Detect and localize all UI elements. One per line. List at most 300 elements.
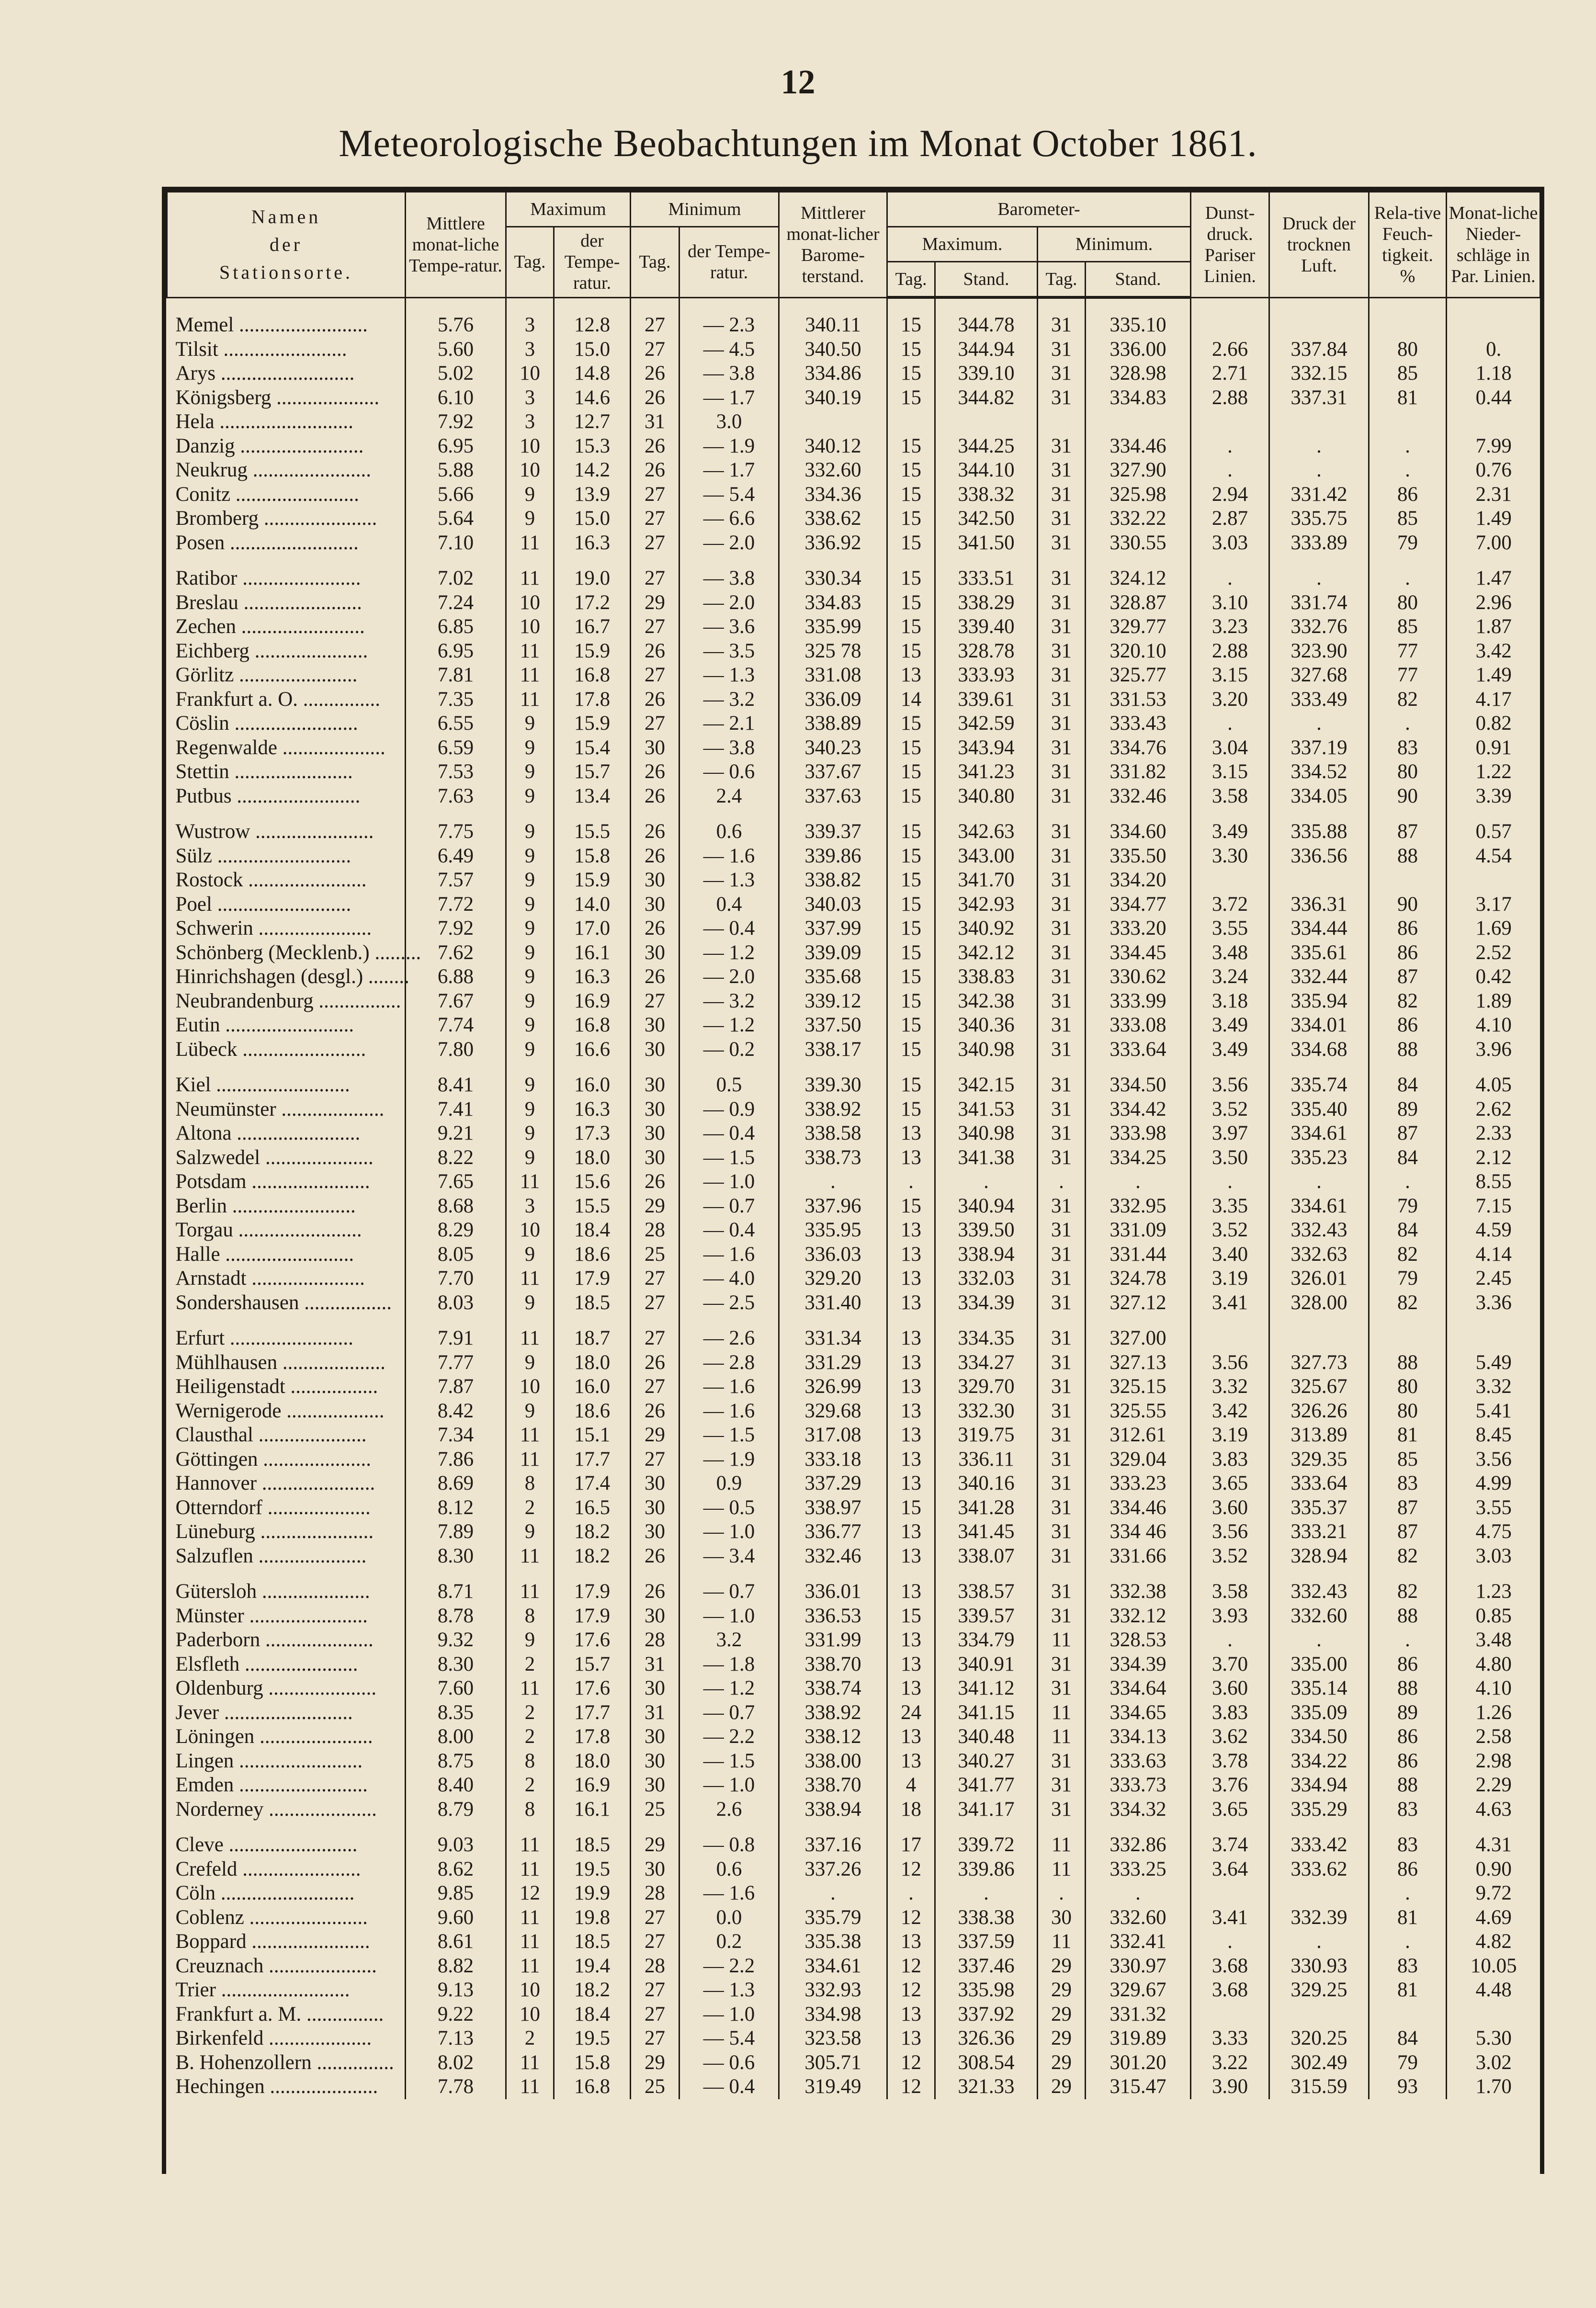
baro-max-day-cell: 13 — [887, 663, 935, 688]
baro-min-day-cell: 31 — [1038, 1652, 1086, 1677]
max-temperature-cell: 16.8 — [554, 2075, 631, 2099]
relative-humidity-cell — [1369, 1326, 1447, 1351]
min-temperature-cell: — 1.2 — [679, 1676, 779, 1701]
max-day-cell: 11 — [506, 1423, 554, 1448]
min-temperature-cell: — 1.6 — [679, 1375, 779, 1399]
baro-max-day-cell: 13 — [887, 1676, 935, 1701]
baro-min-stand-cell: 332.46 — [1086, 784, 1191, 809]
baro-min-day-cell: 11 — [1038, 1701, 1086, 1725]
precipitation-cell: 3.55 — [1447, 1496, 1540, 1520]
max-day-header: Tag. — [506, 227, 554, 298]
baro-max-day-cell: 15 — [887, 965, 935, 989]
max-day-cell: 9 — [506, 1291, 554, 1315]
precipitation-cell — [1447, 410, 1540, 434]
baro-max-stand-cell: 341.17 — [935, 1798, 1038, 1822]
baro-min-stand-cell: 334.32 — [1086, 1798, 1191, 1822]
gap-cell — [1086, 1315, 1191, 1326]
baro-min-day-cell: 31 — [1038, 1121, 1086, 1146]
baro-min-stand-cell: 325.15 — [1086, 1375, 1191, 1399]
station-header-line-2: der — [269, 233, 303, 255]
min-temperature-cell: — 3.8 — [679, 736, 779, 760]
mean-barometer-cell: 338.97 — [779, 1496, 887, 1520]
mean-temperature-cell: 9.60 — [406, 1906, 506, 1930]
vapour-pressure-cell: 3.58 — [1191, 784, 1269, 809]
group-gap-row — [167, 555, 1540, 566]
station-name-cell: Elsfleth ...................... — [175, 1652, 358, 1675]
relative-humidity-cell: 86 — [1369, 1857, 1447, 1882]
leader-dots: ......................... — [220, 1243, 354, 1266]
min-day-cell: 25 — [631, 2075, 679, 2099]
station-name-cell: Norderney ..................... — [175, 1798, 377, 1821]
baro-max-stand-cell: 341.53 — [935, 1097, 1038, 1122]
relative-humidity-cell: 80 — [1369, 1375, 1447, 1399]
dry-air-pressure-cell: 302.49 — [1269, 2051, 1369, 2075]
dry-air-pressure-cell: 332.43 — [1269, 1218, 1369, 1243]
precipitation-cell: 4.48 — [1447, 1978, 1540, 2003]
dry-air-pressure-cell: 335.37 — [1269, 1496, 1369, 1520]
baro-min-day-cell: 31 — [1038, 1243, 1086, 1267]
baro-max-day-cell: 15 — [887, 1073, 935, 1097]
gap-cell — [1086, 555, 1191, 566]
vapour-pressure-cell — [1191, 1326, 1269, 1351]
table-row — [167, 1749, 1540, 1774]
vapour-pressure-cell: . — [1191, 1170, 1269, 1194]
baro-min-day-cell: 29 — [1038, 1954, 1086, 1979]
dry-air-pressure-cell: 326.01 — [1269, 1267, 1369, 1291]
mean-barometer-cell: 325 78 — [779, 639, 887, 664]
relative-humidity-cell: 77 — [1369, 639, 1447, 664]
baro-min-stand-cell: 334.60 — [1086, 820, 1191, 844]
table-row — [167, 2051, 1540, 2075]
table-row — [167, 362, 1540, 386]
vapour-pressure-label: Dunst-druck. — [1205, 203, 1255, 244]
max-temperature-cell: 15.9 — [554, 868, 631, 893]
vapour-pressure-cell: 3.42 — [1191, 1399, 1269, 1424]
min-day-cell: 27 — [631, 1448, 679, 1472]
baro-min-day-cell: 31 — [1038, 1448, 1086, 1472]
dry-air-pressure-cell: . — [1269, 712, 1369, 736]
max-temperature-cell: 13.4 — [554, 784, 631, 809]
mean-barometer-cell: 334.86 — [779, 362, 887, 386]
max-temperature-cell: 16.3 — [554, 531, 631, 555]
baro-min-stand-cell: 332.12 — [1086, 1604, 1191, 1629]
max-day-cell: 9 — [506, 868, 554, 893]
gap-cell — [506, 1062, 554, 1073]
mean-temperature-cell: 7.35 — [406, 688, 506, 712]
baro-min-day-cell: 31 — [1038, 362, 1086, 386]
min-temperature-cell: — 2.2 — [679, 1954, 779, 1979]
min-temperature-cell: — 0.4 — [679, 1218, 779, 1243]
mean-barometer-cell: 338.17 — [779, 1038, 887, 1062]
min-temperature-cell: — 0.7 — [679, 1194, 779, 1219]
max-day-cell: 11 — [506, 2075, 554, 2099]
vapour-pressure-cell: . — [1191, 434, 1269, 459]
mean-temperature-cell: 6.88 — [406, 965, 506, 989]
max-temperature-cell: 17.0 — [554, 916, 631, 941]
precipitation-cell: 1.70 — [1447, 2075, 1540, 2099]
dry-air-pressure-cell: 332.76 — [1269, 615, 1369, 639]
max-temperature-cell: 15.9 — [554, 712, 631, 736]
max-day-cell: 9 — [506, 1351, 554, 1375]
gap-cell — [935, 1568, 1038, 1580]
precipitation-header: Monat-liche Nieder-schläge in Par. Linien. — [1447, 192, 1540, 298]
baro-min-day-cell: 31 — [1038, 507, 1086, 531]
baro-max-day-cell: 13 — [887, 1652, 935, 1677]
gap-cell — [779, 555, 887, 566]
table-row — [167, 1652, 1540, 1677]
precipitation-cell: 4.05 — [1447, 1073, 1540, 1097]
dry-air-pressure-cell: 331.42 — [1269, 483, 1369, 507]
precipitation-cell: 1.47 — [1447, 566, 1540, 591]
table-row — [167, 1326, 1540, 1351]
baro-max-stand-cell: 344.94 — [935, 338, 1038, 362]
max-day-cell: 11 — [506, 1326, 554, 1351]
min-day-cell: 30 — [631, 736, 679, 760]
relative-humidity-cell — [1369, 313, 1447, 338]
mean-temperature-cell: 7.24 — [406, 591, 506, 615]
mean-barometer-cell: 332.60 — [779, 458, 887, 483]
baro-max-stand-cell: . — [935, 1170, 1038, 1194]
baro-max-day-cell: 4 — [887, 1773, 935, 1798]
gap-cell — [1038, 1062, 1086, 1073]
gap-cell — [935, 1822, 1038, 1833]
dry-air-pressure-cell: 334.50 — [1269, 1725, 1369, 1749]
precipitation-cell: 4.10 — [1447, 1013, 1540, 1038]
leader-dots: .......................... — [215, 362, 355, 385]
dry-air-pressure-cell: . — [1269, 1628, 1369, 1652]
vapour-pressure-cell: 3.65 — [1191, 1798, 1269, 1822]
baro-min-stand-cell: 329.77 — [1086, 615, 1191, 639]
vapour-pressure-cell: 3.52 — [1191, 1097, 1269, 1122]
dry-air-pressure-cell: 334.44 — [1269, 916, 1369, 941]
baro-max-day-cell: . — [887, 1881, 935, 1906]
leader-dots: ........................ — [237, 1038, 366, 1061]
precipitation-cell: 3.17 — [1447, 893, 1540, 917]
station-name-cell: Coblenz ....................... — [175, 1906, 368, 1929]
gap-cell — [1369, 808, 1447, 820]
table-row — [167, 338, 1540, 362]
maximum-header: Maximum — [506, 192, 631, 227]
max-temperature-cell: 16.8 — [554, 1013, 631, 1038]
min-temperature-cell: — 3.2 — [679, 989, 779, 1014]
precipitation-cell: 1.69 — [1447, 916, 1540, 941]
vapour-pressure-cell: 3.62 — [1191, 1725, 1269, 1749]
baro-min-stand-cell: 333.99 — [1086, 989, 1191, 1014]
precipitation-cell: 7.99 — [1447, 434, 1540, 459]
mean-barometer-header: Mittlerer monat-licher Barome-terstand. — [779, 192, 887, 298]
gap-cell — [631, 555, 679, 566]
precipitation-cell — [1447, 313, 1540, 338]
station-name-cell: Memel ......................... — [175, 314, 368, 337]
mean-temperature-cell: 7.89 — [406, 1520, 506, 1544]
baro-max-day-cell: 15 — [887, 1194, 935, 1219]
table-row — [167, 1773, 1540, 1798]
baro-max-day-cell: 12 — [887, 1954, 935, 1979]
gap-cell — [779, 1062, 887, 1073]
min-temperature-cell: — 1.7 — [679, 386, 779, 410]
baro-min-day-cell: 31 — [1038, 844, 1086, 869]
max-temperature-cell: 18.6 — [554, 1399, 631, 1424]
min-day-cell: 27 — [631, 2003, 679, 2027]
max-day-cell: 9 — [506, 760, 554, 784]
baro-max-day-cell: 13 — [887, 1267, 935, 1291]
baro-min-stand-cell: 333.23 — [1086, 1471, 1191, 1496]
leader-dots: ......................... — [234, 314, 368, 337]
max-day-cell: 9 — [506, 483, 554, 507]
min-temperature-cell: — 1.2 — [679, 941, 779, 965]
mean-temperature-cell: 5.64 — [406, 507, 506, 531]
station-name-cell: Torgau ........................ — [175, 1219, 362, 1242]
relative-humidity-cell: 84 — [1369, 1146, 1447, 1170]
table-row — [167, 566, 1540, 591]
vapour-pressure-cell: 3.24 — [1191, 965, 1269, 989]
relative-humidity-cell: 83 — [1369, 1954, 1447, 1979]
min-day-cell: 28 — [631, 1628, 679, 1652]
gap-cell — [1191, 555, 1269, 566]
baro-max-stand-cell: 343.94 — [935, 736, 1038, 760]
mean-temperature-cell: 7.10 — [406, 531, 506, 555]
max-day-cell: 9 — [506, 893, 554, 917]
min-temperature-cell: — 1.3 — [679, 868, 779, 893]
leader-dots: .......................... — [212, 893, 351, 916]
baro-max-stand-cell: 326.36 — [935, 2026, 1038, 2051]
baro-min-stand-cell: 334.46 — [1086, 1496, 1191, 1520]
min-temperature-cell: — 3.2 — [679, 688, 779, 712]
max-day-cell: 9 — [506, 1243, 554, 1267]
leader-dots: ..................... — [258, 1448, 371, 1471]
baro-min-stand-cell: 301.20 — [1086, 2051, 1191, 2075]
baro-min-stand-cell: 320.10 — [1086, 639, 1191, 664]
gap-cell — [1369, 1822, 1447, 1833]
max-temperature-cell: 15.7 — [554, 760, 631, 784]
gap-cell — [887, 1822, 935, 1833]
min-day-cell: 30 — [631, 1496, 679, 1520]
relative-humidity-cell: 86 — [1369, 1652, 1447, 1677]
max-temperature-cell: 14.2 — [554, 458, 631, 483]
max-temperature-cell: 17.3 — [554, 1121, 631, 1146]
mean-barometer-cell: . — [779, 1170, 887, 1194]
baro-max-stand-cell: 340.27 — [935, 1749, 1038, 1774]
gap-cell — [1369, 1568, 1447, 1580]
max-temperature-cell: 18.0 — [554, 1749, 631, 1774]
baro-max-day-cell: 15 — [887, 483, 935, 507]
max-day-cell: 9 — [506, 820, 554, 844]
max-temperature-cell: 12.8 — [554, 313, 631, 338]
precipitation-cell: 2.12 — [1447, 1146, 1540, 1170]
relative-humidity-cell — [1369, 410, 1447, 434]
relative-humidity-cell: . — [1369, 1170, 1447, 1194]
mean-temperature-cell: 7.02 — [406, 566, 506, 591]
gap-cell — [1447, 1822, 1540, 1833]
vapour-pressure-cell: 3.41 — [1191, 1291, 1269, 1315]
mean-temperature-cell: 8.41 — [406, 1073, 506, 1097]
station-name-cell: Arys .......................... — [175, 362, 355, 385]
precipitation-cell: 0. — [1447, 338, 1540, 362]
min-day-cell: 29 — [631, 2051, 679, 2075]
max-day-cell: 9 — [506, 1073, 554, 1097]
relative-humidity-cell: 81 — [1369, 1906, 1447, 1930]
max-temperature-cell: 17.6 — [554, 1676, 631, 1701]
leader-dots: ...................... — [255, 1520, 374, 1543]
observation-table — [166, 191, 1541, 2099]
precipitation-cell: 1.49 — [1447, 663, 1540, 688]
max-day-cell: 10 — [506, 362, 554, 386]
baro-max-day-cell: 15 — [887, 820, 935, 844]
baro-max-day-cell: 15 — [887, 1604, 935, 1629]
station-name-cell: Bromberg ...................... — [175, 507, 377, 530]
table-row — [167, 1471, 1540, 1496]
baro-max-stand-cell: 341.38 — [935, 1146, 1038, 1170]
relative-humidity-cell: 86 — [1369, 483, 1447, 507]
precipitation-cell: 2.29 — [1447, 1773, 1540, 1798]
baro-max-stand-cell: 319.75 — [935, 1423, 1038, 1448]
vapour-pressure-cell: 3.32 — [1191, 1375, 1269, 1399]
relative-humidity-cell: 87 — [1369, 965, 1447, 989]
baro-max-day-cell: 12 — [887, 2051, 935, 2075]
vapour-pressure-cell: 3.56 — [1191, 1520, 1269, 1544]
max-temperature-cell: 16.9 — [554, 1773, 631, 1798]
baro-max-stand-cell: 321.33 — [935, 2075, 1038, 2099]
vapour-pressure-cell: 3.40 — [1191, 1243, 1269, 1267]
vapour-pressure-cell: 3.23 — [1191, 615, 1269, 639]
station-name-cell: Neumünster .................... — [175, 1097, 385, 1120]
baro-min-day-cell: 31 — [1038, 868, 1086, 893]
vapour-pressure-cell: . — [1191, 712, 1269, 736]
precipitation-cell: 10.05 — [1447, 1954, 1540, 1979]
baro-max-stand-cell: 339.10 — [935, 362, 1038, 386]
dry-air-pressure-cell: 334.61 — [1269, 1194, 1369, 1219]
spacer-cell — [554, 297, 631, 313]
gap-cell — [554, 1315, 631, 1326]
vapour-pressure-cell: 3.52 — [1191, 1218, 1269, 1243]
station-name-cell: Conitz ........................ — [175, 483, 359, 506]
dry-air-pressure-cell: 326.26 — [1269, 1399, 1369, 1424]
baro-max-day-cell: 13 — [887, 1448, 935, 1472]
station-name-cell: Arnstadt ...................... — [175, 1267, 365, 1290]
spacer-cell — [506, 297, 554, 313]
dry-air-pressure-cell: 334.94 — [1269, 1773, 1369, 1798]
table-row — [167, 386, 1540, 410]
min-day-cell: 26 — [631, 820, 679, 844]
baro-max-day-cell: 15 — [887, 916, 935, 941]
min-temperature-cell: 0.2 — [679, 1930, 779, 1954]
gap-cell — [631, 1568, 679, 1580]
vapour-pressure-cell: 3.78 — [1191, 1749, 1269, 1774]
mean-barometer-cell: 334.98 — [779, 2003, 887, 2027]
relative-humidity-cell: 82 — [1369, 688, 1447, 712]
relative-humidity-cell: . — [1369, 1628, 1447, 1652]
max-temperature-header: der Tempe-ratur. — [554, 227, 631, 298]
min-temperature-cell: — 2.0 — [679, 591, 779, 615]
relative-humidity-cell: 82 — [1369, 1291, 1447, 1315]
baro-max-stand-cell: 341.15 — [935, 1701, 1038, 1725]
table-row — [167, 313, 1540, 338]
min-day-cell: 30 — [631, 1773, 679, 1798]
vapour-pressure-cell — [1191, 410, 1269, 434]
vapour-pressure-cell: . — [1191, 458, 1269, 483]
vapour-pressure-cell: 3.10 — [1191, 591, 1269, 615]
mean-barometer-cell: 332.46 — [779, 1544, 887, 1569]
min-temperature-cell: — 1.5 — [679, 1749, 779, 1774]
mean-temperature-cell: 8.40 — [406, 1773, 506, 1798]
gap-cell — [1369, 1062, 1447, 1073]
table-row — [167, 1544, 1540, 1569]
baro-max-day-cell: 15 — [887, 784, 935, 809]
relative-humidity-cell: 86 — [1369, 1013, 1447, 1038]
min-temperature-cell: — 2.8 — [679, 1351, 779, 1375]
vapour-pressure-cell: 3.60 — [1191, 1496, 1269, 1520]
precipitation-cell: 4.10 — [1447, 1676, 1540, 1701]
baro-max-stand-cell: 341.45 — [935, 1520, 1038, 1544]
mean-barometer-cell: 305.71 — [779, 2051, 887, 2075]
baro-max-day-cell: 15 — [887, 507, 935, 531]
baro-max-stand-cell: 344.25 — [935, 434, 1038, 459]
max-day-cell: 9 — [506, 1399, 554, 1424]
mean-barometer-cell: 338.94 — [779, 1798, 887, 1822]
max-temperature-cell: 18.4 — [554, 1218, 631, 1243]
station-name-cell: Neubrandenburg ................ — [175, 989, 401, 1012]
leader-dots: .................... — [277, 736, 385, 759]
baro-max-day-cell: 14 — [887, 688, 935, 712]
table-row — [167, 434, 1540, 459]
vapour-pressure-cell: 3.83 — [1191, 1701, 1269, 1725]
mean-barometer-cell: . — [779, 1881, 887, 1906]
relative-humidity-cell: 80 — [1369, 338, 1447, 362]
baro-min-day-cell: 31 — [1038, 1471, 1086, 1496]
station-name-cell: Ratibor ....................... — [175, 567, 361, 590]
mean-temperature-cell: 9.22 — [406, 2003, 506, 2027]
baro-max-day-cell: 17 — [887, 1833, 935, 1857]
min-day-cell: 26 — [631, 1170, 679, 1194]
gap-cell — [1447, 808, 1540, 820]
baro-min-day-cell: 31 — [1038, 1798, 1086, 1822]
baro-max-day-cell: 13 — [887, 1218, 935, 1243]
max-temperature-cell: 18.6 — [554, 1243, 631, 1267]
min-temperature-cell: — 1.8 — [679, 1652, 779, 1677]
gap-cell — [1038, 1315, 1086, 1326]
mean-barometer-cell: 337.26 — [779, 1857, 887, 1882]
dry-air-pressure-cell: 334.61 — [1269, 1121, 1369, 1146]
min-day-cell: 30 — [631, 1857, 679, 1882]
baro-max-stand-cell: 341.70 — [935, 868, 1038, 893]
vapour-pressure-cell: 3.49 — [1191, 1038, 1269, 1062]
relative-humidity-cell: 85 — [1369, 362, 1447, 386]
baro-max-day-cell: 15 — [887, 313, 935, 338]
mean-barometer-cell: 335.68 — [779, 965, 887, 989]
baro-max-day-cell: 13 — [887, 2026, 935, 2051]
leader-dots: ....................... — [237, 1857, 361, 1880]
gap-cell — [406, 1822, 506, 1833]
max-temperature-cell: 16.5 — [554, 1496, 631, 1520]
vapour-pressure-cell: 3.90 — [1191, 2075, 1269, 2099]
mean-barometer-cell: 338.00 — [779, 1749, 887, 1774]
min-day-cell: 30 — [631, 1725, 679, 1749]
table-row — [167, 1013, 1540, 1038]
precipitation-cell: 0.76 — [1447, 458, 1540, 483]
baro-max-day-cell: 15 — [887, 434, 935, 459]
max-day-cell: 11 — [506, 2051, 554, 2075]
gap-cell — [167, 808, 406, 820]
baro-min-stand-cell: 336.00 — [1086, 338, 1191, 362]
relative-humidity-cell: 85 — [1369, 1448, 1447, 1472]
baro-min-day-cell: 11 — [1038, 1725, 1086, 1749]
station-name-cell: Sülz .......................... — [175, 844, 351, 867]
mean-temperature-cell: 9.13 — [406, 1978, 506, 2003]
leader-dots: .................... — [262, 1496, 371, 1519]
station-name-cell: Breslau ....................... — [175, 591, 362, 614]
station-name-cell: Hannover ...................... — [175, 1472, 375, 1495]
gap-cell — [887, 1315, 935, 1326]
